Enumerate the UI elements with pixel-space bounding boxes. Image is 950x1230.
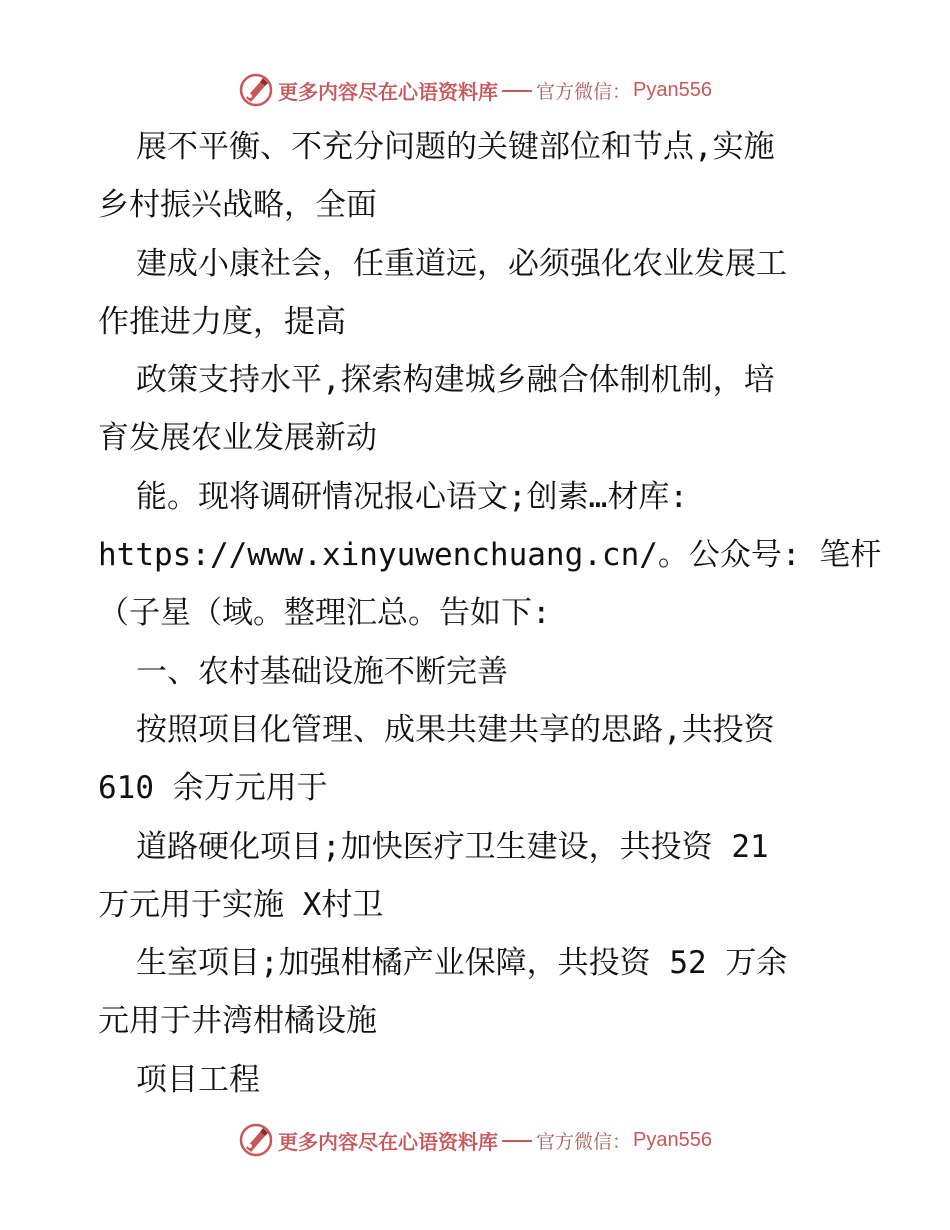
text-line: 610 余万元用于 — [98, 770, 328, 807]
banner-brand-text: 更多内容尽在心语资料库 — [278, 1129, 498, 1154]
text-line: 道路硬化项目;加快医疗卫生建设，共投资 21 — [136, 828, 769, 865]
text-line: 按照项目化管理、成果共建共享的思路,共投资 — [136, 711, 775, 748]
text-line: 建成小康社会，任重道远，必须强化农业发展工 — [136, 245, 787, 282]
text-line: 生室项目;加强柑橘产业保障，共投资 52 万余 — [136, 945, 788, 982]
header-banner — [0, 70, 950, 110]
footer-banner — [0, 1120, 950, 1160]
banner-wechat-id: Pyan556 — [633, 78, 712, 101]
text-line: 展不平衡、不充分问题的关键部位和节点,实施 — [136, 129, 775, 165]
text-line: 万元用于实施 X村卫 — [98, 886, 384, 923]
logo-pen-icon — [238, 72, 274, 108]
text-line: （子星（域。整理汇总。告如下: — [98, 595, 551, 632]
text-line-url: https://www.xinyuwenchuang.cn/。公众号: 笔杆 — [98, 537, 882, 574]
banner-brand-text: 更多内容尽在心语资料库 — [278, 79, 498, 104]
logo-pen-icon — [238, 1122, 274, 1158]
banner-wechat-label: 官方微信： — [536, 80, 632, 103]
text-line: 元用于井湾柑橘设施 — [98, 1003, 377, 1040]
banner-wechat-id: Pyan556 — [633, 1128, 712, 1151]
text-line: 作推进力度，提高 — [98, 303, 346, 340]
text-line: 项目工程 — [136, 1061, 260, 1098]
text-line: 能。现将调研情况报心语文;创素…材库: — [136, 478, 688, 515]
section-heading: 一、农村基础设施不断完善 — [136, 653, 508, 690]
banner-dash — [502, 1140, 532, 1142]
text-line: 育发展农业发展新动 — [98, 420, 377, 457]
banner-wechat-label: 官方微信： — [536, 1130, 632, 1153]
text-line: 政策支持水平,探索构建城乡融合体制机制，培 — [136, 362, 775, 399]
banner-dash — [502, 90, 532, 92]
text-line: 乡村振兴战略，全面 — [98, 187, 377, 224]
document-body — [98, 118, 882, 1109]
